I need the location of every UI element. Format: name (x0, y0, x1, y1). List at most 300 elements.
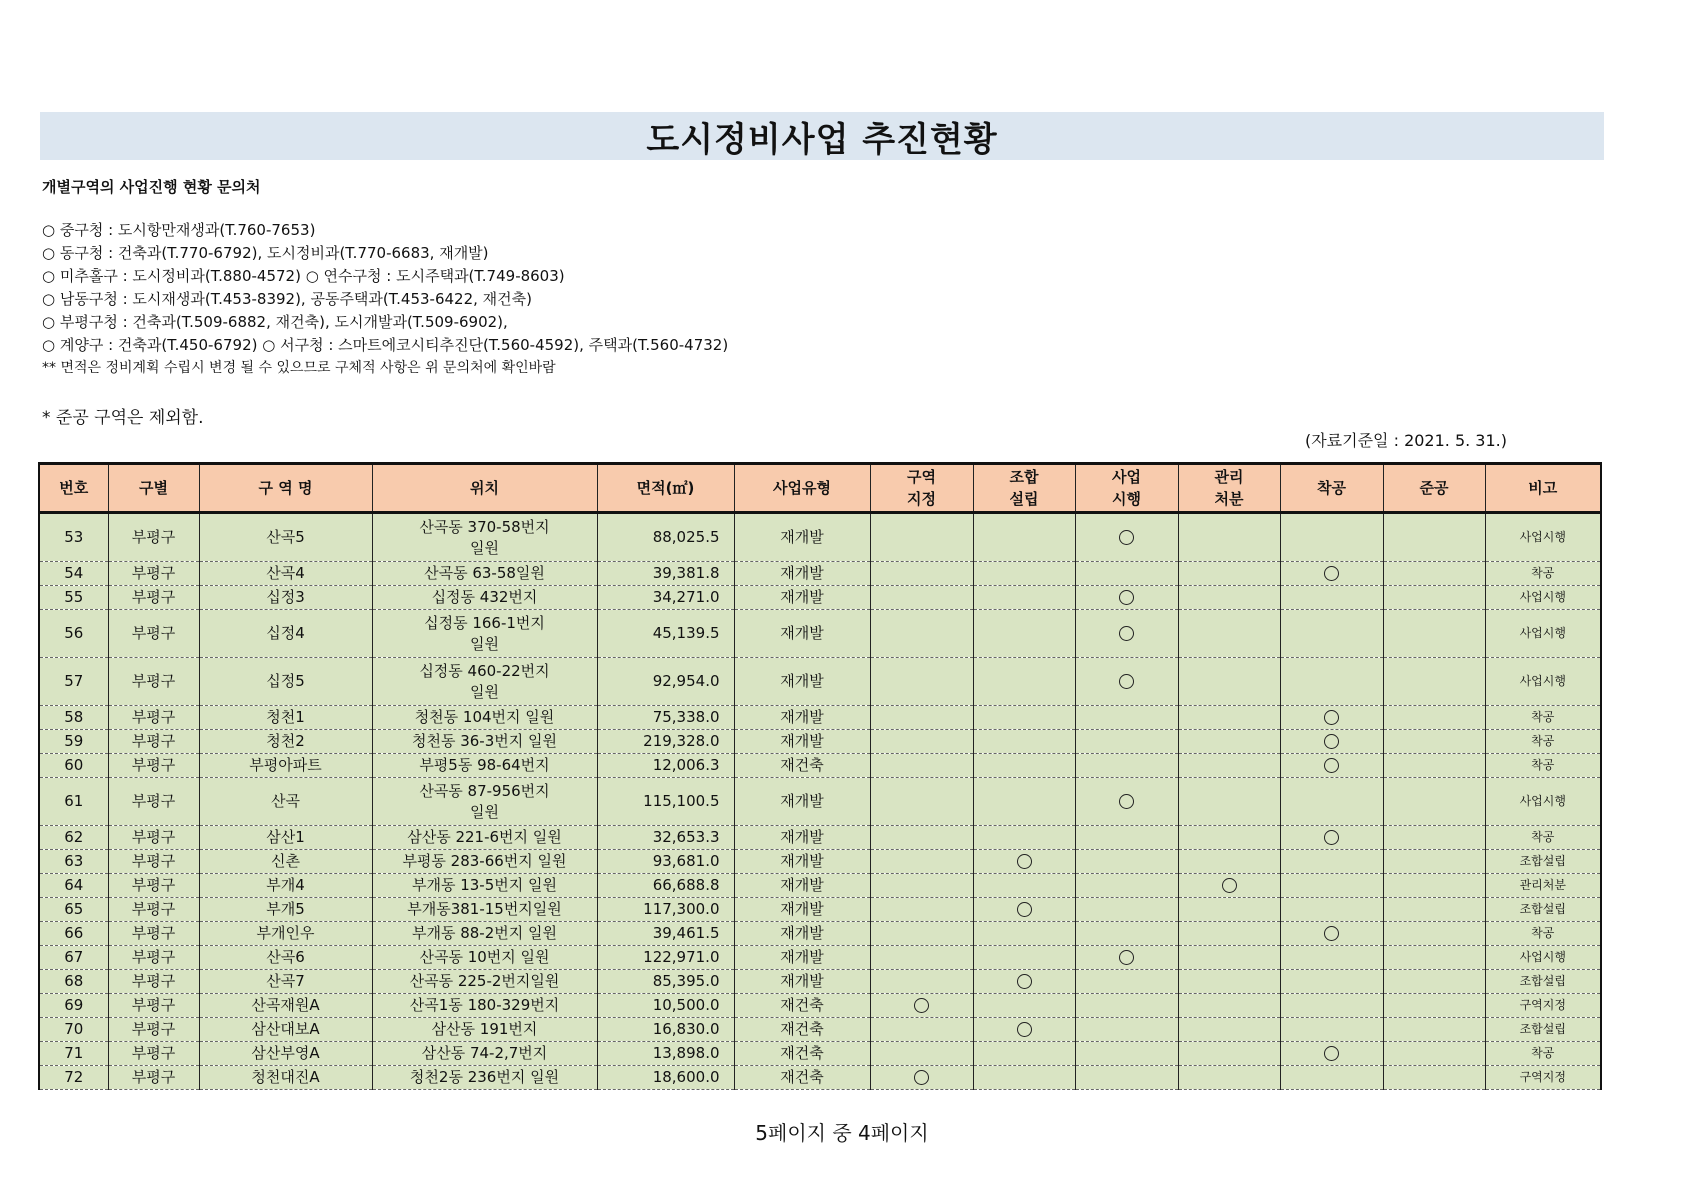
cell-no: 60 (39, 754, 108, 778)
cell-area: 85,395.0 (597, 970, 734, 994)
cell-type: 재건축 (734, 1066, 870, 1090)
table-row (39, 850, 1601, 874)
cell-stage-complete (1383, 754, 1485, 778)
cell-stage-union (973, 850, 1075, 874)
cell-zone: 산곡 (199, 778, 372, 826)
cell-stage-mgmt (1178, 730, 1280, 754)
cell-district: 부평구 (108, 826, 199, 850)
location-line: 삼산동 74-2,7번지 (421, 1044, 548, 1062)
cell-stage-complete (1383, 850, 1485, 874)
cell-stage-exec (1075, 706, 1178, 730)
cell-stage-complete (1383, 586, 1485, 610)
location-line: 십정동 432번지 (431, 588, 538, 606)
cell-stage-designated (870, 922, 973, 946)
cell-stage-designated (870, 658, 973, 706)
cell-district: 부평구 (108, 586, 199, 610)
cell-zone: 청천1 (199, 706, 372, 730)
page-number: 5페이지 중 4페이지 (755, 1121, 929, 1145)
cell-location (372, 1066, 597, 1090)
cell-stage-start (1280, 1018, 1383, 1042)
cell-stage-exec (1075, 850, 1178, 874)
cell-remark: 구역지정 (1485, 1066, 1601, 1090)
cell-no: 54 (39, 562, 108, 586)
cell-remark: 사업시행 (1485, 946, 1601, 970)
stage-circle-icon (1017, 902, 1032, 917)
cell-area: 39,461.5 (597, 922, 734, 946)
header-exec: 사업 시행 (1075, 464, 1178, 513)
location-line: 산곡동 370-58번지 (419, 517, 550, 536)
cell-remark: 착공 (1485, 706, 1601, 730)
cell-stage-start (1280, 730, 1383, 754)
cell-no: 71 (39, 1042, 108, 1066)
cell-stage-designated (870, 874, 973, 898)
cell-stage-union (973, 658, 1075, 706)
project-table (38, 462, 1602, 1090)
stage-circle-icon (1324, 1046, 1339, 1061)
stage-circle-icon (1324, 566, 1339, 581)
header-district: 구별 (108, 464, 199, 513)
cell-no: 70 (39, 1018, 108, 1042)
cell-area: 75,338.0 (597, 706, 734, 730)
cell-location (372, 826, 597, 850)
cell-remark: 사업시행 (1485, 610, 1601, 658)
cell-stage-exec (1075, 562, 1178, 586)
table-header-row (39, 464, 1601, 513)
cell-stage-complete (1383, 1042, 1485, 1066)
cell-no: 55 (39, 586, 108, 610)
cell-district: 부평구 (108, 874, 199, 898)
cell-stage-exec (1075, 874, 1178, 898)
cell-no: 56 (39, 610, 108, 658)
cell-district: 부평구 (108, 562, 199, 586)
stage-circle-icon (1324, 734, 1339, 749)
header-remark: 비고 (1485, 464, 1601, 513)
cell-stage-union (973, 586, 1075, 610)
cell-type: 재개발 (734, 946, 870, 970)
location-line: 산곡1동 180-329번지 (409, 996, 560, 1014)
contact-info (42, 176, 728, 380)
cell-stage-start (1280, 970, 1383, 994)
cell-no: 61 (39, 778, 108, 826)
cell-stage-exec (1075, 826, 1178, 850)
location-line: 일원 (470, 682, 499, 701)
cell-area: 66,688.8 (597, 874, 734, 898)
cell-area: 16,830.0 (597, 1018, 734, 1042)
location-line: 산곡동 225-2번지일원 (409, 972, 560, 990)
cell-stage-union (973, 610, 1075, 658)
cell-stage-exec (1075, 778, 1178, 826)
cell-stage-complete (1383, 970, 1485, 994)
cell-stage-designated (870, 610, 973, 658)
cell-stage-complete (1383, 730, 1485, 754)
cell-stage-exec (1075, 730, 1178, 754)
cell-stage-start (1280, 946, 1383, 970)
cell-district: 부평구 (108, 706, 199, 730)
cell-type: 재개발 (734, 826, 870, 850)
table-row (39, 970, 1601, 994)
table-row (39, 898, 1601, 922)
cell-remark: 조합설립 (1485, 898, 1601, 922)
location-line: 일원 (470, 538, 499, 557)
cell-stage-exec (1075, 898, 1178, 922)
cell-no: 66 (39, 922, 108, 946)
cell-district: 부평구 (108, 850, 199, 874)
cell-stage-union (973, 1066, 1075, 1090)
cell-remark: 조합설립 (1485, 970, 1601, 994)
cell-stage-mgmt (1178, 826, 1280, 850)
location-line: 부평동 283-66번지 일원 (402, 852, 567, 870)
location-line: 부개동 88-2번지 일원 (411, 924, 557, 942)
stage-circle-icon (1222, 878, 1237, 893)
cell-district: 부평구 (108, 513, 199, 562)
cell-no: 53 (39, 513, 108, 562)
cell-no: 69 (39, 994, 108, 1018)
stage-circle-icon (1119, 626, 1134, 641)
cell-stage-designated (870, 850, 973, 874)
cell-stage-start (1280, 1066, 1383, 1090)
cell-stage-union (973, 874, 1075, 898)
header-type: 사업유형 (734, 464, 870, 513)
cell-stage-designated (870, 994, 973, 1018)
cell-stage-union (973, 970, 1075, 994)
cell-stage-mgmt (1178, 562, 1280, 586)
cell-type: 재개발 (734, 922, 870, 946)
header-location: 위치 (372, 464, 597, 513)
cell-zone: 부개4 (199, 874, 372, 898)
cell-no: 62 (39, 826, 108, 850)
cell-location (372, 850, 597, 874)
contact-line: ○ 계양구 : 건축과(T.450-6792) ○ 서구청 : 스마트에코시티추진단(T.560-4592), 주택과(T.560-4732) (42, 336, 729, 354)
cell-district: 부평구 (108, 1066, 199, 1090)
cell-zone: 십정3 (199, 586, 372, 610)
cell-no: 67 (39, 946, 108, 970)
table-row (39, 1066, 1601, 1090)
location-line: 청천동 104번지 일원 (414, 708, 555, 726)
cell-stage-start (1280, 778, 1383, 826)
cell-location (372, 1018, 597, 1042)
cell-zone: 삼산대보A (199, 1018, 372, 1042)
cell-area: 12,006.3 (597, 754, 734, 778)
cell-remark: 사업시행 (1485, 658, 1601, 706)
cell-zone: 신촌 (199, 850, 372, 874)
location-line: 산곡동 87-956번지 (419, 781, 550, 800)
cell-area: 92,954.0 (597, 658, 734, 706)
cell-stage-mgmt (1178, 1042, 1280, 1066)
cell-remark: 조합설립 (1485, 850, 1601, 874)
cell-area: 93,681.0 (597, 850, 734, 874)
cell-stage-exec (1075, 610, 1178, 658)
cell-zone: 산곡재원A (199, 994, 372, 1018)
cell-location (372, 562, 597, 586)
cell-stage-mgmt (1178, 970, 1280, 994)
cell-location (372, 874, 597, 898)
cell-type: 재건축 (734, 1018, 870, 1042)
table-row (39, 1042, 1601, 1066)
cell-stage-designated (870, 754, 973, 778)
cell-district: 부평구 (108, 754, 199, 778)
title-bar (40, 112, 1604, 160)
table-row (39, 778, 1601, 826)
stage-circle-icon (1324, 758, 1339, 773)
cell-remark: 착공 (1485, 754, 1601, 778)
cell-type: 재개발 (734, 970, 870, 994)
cell-type: 재건축 (734, 1042, 870, 1066)
cell-stage-mgmt (1178, 658, 1280, 706)
cell-type: 재개발 (734, 730, 870, 754)
cell-area: 13,898.0 (597, 1042, 734, 1066)
cell-area: 39,381.8 (597, 562, 734, 586)
table-row (39, 946, 1601, 970)
cell-stage-start (1280, 994, 1383, 1018)
cell-type: 재개발 (734, 850, 870, 874)
stage-circle-icon (1119, 794, 1134, 809)
reference-date: (자료기준일 : 2021. 5. 31.) (1304, 431, 1507, 450)
cell-stage-start (1280, 754, 1383, 778)
cell-stage-designated (870, 898, 973, 922)
cell-zone: 산곡6 (199, 946, 372, 970)
cell-type: 재건축 (734, 994, 870, 1018)
stage-circle-icon (1119, 530, 1134, 545)
cell-district: 부평구 (108, 946, 199, 970)
cell-stage-mgmt (1178, 610, 1280, 658)
cell-district: 부평구 (108, 922, 199, 946)
table-row (39, 706, 1601, 730)
cell-stage-mgmt (1178, 1018, 1280, 1042)
cell-type: 재개발 (734, 706, 870, 730)
cell-location (372, 1042, 597, 1066)
cell-stage-exec (1075, 1042, 1178, 1066)
cell-remark: 착공 (1485, 826, 1601, 850)
table-row (39, 610, 1601, 658)
cell-stage-union (973, 1042, 1075, 1066)
cell-stage-start (1280, 562, 1383, 586)
cell-stage-complete (1383, 922, 1485, 946)
location-line: 청천동 36-3번지 일원 (411, 732, 557, 750)
location-line: 산곡동 10번지 일원 (419, 948, 550, 966)
cell-stage-start (1280, 513, 1383, 562)
cell-stage-designated (870, 970, 973, 994)
cell-no: 63 (39, 850, 108, 874)
stage-circle-icon (1017, 974, 1032, 989)
cell-district: 부평구 (108, 994, 199, 1018)
cell-stage-mgmt (1178, 874, 1280, 898)
cell-stage-complete (1383, 898, 1485, 922)
stage-circle-icon (1119, 674, 1134, 689)
stage-circle-icon (1324, 926, 1339, 941)
location-line: 산곡동 63-58일원 (424, 564, 545, 582)
stage-circle-icon (1119, 950, 1134, 965)
cell-zone: 산곡5 (199, 513, 372, 562)
cell-stage-union (973, 1018, 1075, 1042)
cell-stage-start (1280, 850, 1383, 874)
location-line: 일원 (470, 802, 499, 821)
table-row (39, 586, 1601, 610)
cell-district: 부평구 (108, 658, 199, 706)
page-title: 도시정비사업 추진현황 (646, 119, 998, 160)
location-line: 부개동 13-5번지 일원 (411, 876, 557, 894)
header-no: 번호 (39, 464, 108, 513)
cell-stage-complete (1383, 826, 1485, 850)
cell-stage-exec (1075, 922, 1178, 946)
cell-remark: 사업시행 (1485, 513, 1601, 562)
stage-circle-icon (1017, 1022, 1032, 1037)
cell-stage-start (1280, 874, 1383, 898)
cell-stage-exec (1075, 754, 1178, 778)
cell-district: 부평구 (108, 1018, 199, 1042)
cell-remark: 사업시행 (1485, 778, 1601, 826)
cell-area: 34,271.0 (597, 586, 734, 610)
cell-remark: 착공 (1485, 562, 1601, 586)
cell-zone: 부평아파트 (199, 754, 372, 778)
cell-area: 115,100.5 (597, 778, 734, 826)
location-line: 십정동 166-1번지 (424, 613, 545, 632)
cell-stage-mgmt (1178, 778, 1280, 826)
cell-remark: 착공 (1485, 1042, 1601, 1066)
cell-stage-complete (1383, 946, 1485, 970)
header-union: 조합 설립 (973, 464, 1075, 513)
cell-no: 68 (39, 970, 108, 994)
table-row (39, 754, 1601, 778)
table-row (39, 994, 1601, 1018)
cell-stage-exec (1075, 994, 1178, 1018)
cell-remark: 관리처분 (1485, 874, 1601, 898)
stage-circle-icon (1324, 710, 1339, 725)
cell-stage-mgmt (1178, 850, 1280, 874)
location-line: 십정동 460-22번지 (419, 661, 550, 680)
table-row (39, 922, 1601, 946)
cell-zone: 산곡7 (199, 970, 372, 994)
cell-type: 재개발 (734, 778, 870, 826)
cell-district: 부평구 (108, 970, 199, 994)
cell-stage-start (1280, 922, 1383, 946)
cell-zone: 삼산1 (199, 826, 372, 850)
cell-zone: 산곡4 (199, 562, 372, 586)
cell-stage-mgmt (1178, 946, 1280, 970)
stage-circle-icon (914, 1070, 929, 1085)
header-zone: 구 역 명 (199, 464, 372, 513)
cell-location (372, 778, 597, 826)
cell-stage-union (973, 826, 1075, 850)
cell-type: 재개발 (734, 513, 870, 562)
contact-line: ○ 미추홀구 : 도시정비과(T.880-4572) ○ 연수구청 : 도시주택과(T.749-8603) (42, 267, 565, 285)
contact-line: ○ 중구청 : 도시항만재생과(T.760-7653) (42, 221, 316, 239)
cell-stage-exec (1075, 513, 1178, 562)
cell-area: 219,328.0 (597, 730, 734, 754)
location-line: 청천2동 236번지 일원 (409, 1068, 560, 1086)
cell-zone: 삼산부영A (199, 1042, 372, 1066)
table-row (39, 513, 1601, 562)
cell-stage-exec (1075, 586, 1178, 610)
cell-type: 재개발 (734, 874, 870, 898)
cell-stage-start (1280, 610, 1383, 658)
cell-stage-designated (870, 706, 973, 730)
cell-no: 57 (39, 658, 108, 706)
cell-zone: 십정5 (199, 658, 372, 706)
cell-location (372, 946, 597, 970)
cell-stage-designated (870, 1018, 973, 1042)
cell-stage-complete (1383, 874, 1485, 898)
cell-stage-designated (870, 1042, 973, 1066)
contact-line: ○ 남동구청 : 도시재생과(T.453-8392), 공동주택과(T.453-6422, 재건축) (42, 290, 532, 308)
cell-stage-mgmt (1178, 922, 1280, 946)
cell-stage-designated (870, 730, 973, 754)
cell-type: 재개발 (734, 898, 870, 922)
contact-heading: 개별구역의 사업진행 현황 문의처 (42, 178, 261, 196)
cell-stage-complete (1383, 1018, 1485, 1042)
cell-zone: 청천대진A (199, 1066, 372, 1090)
contact-line: ○ 동구청 : 건축과(T.770-6792), 도시정비과(T.770-6683, 재개발) (42, 244, 489, 262)
cell-no: 65 (39, 898, 108, 922)
cell-stage-union (973, 898, 1075, 922)
cell-no: 58 (39, 706, 108, 730)
cell-location (372, 658, 597, 706)
table-row (39, 562, 1601, 586)
cell-location (372, 610, 597, 658)
cell-remark: 착공 (1485, 922, 1601, 946)
location-line: 삼산동 221-6번지 일원 (407, 828, 562, 846)
stage-circle-icon (1324, 830, 1339, 845)
cell-district: 부평구 (108, 730, 199, 754)
cell-stage-union (973, 706, 1075, 730)
location-line: 일원 (470, 634, 499, 653)
header-designated: 구역 지정 (870, 464, 973, 513)
cell-stage-mgmt (1178, 513, 1280, 562)
cell-stage-union (973, 562, 1075, 586)
header-complete: 준공 (1383, 464, 1485, 513)
cell-location (372, 706, 597, 730)
location-line: 삼산동 191번지 (431, 1020, 538, 1038)
table-body (39, 513, 1601, 1090)
cell-stage-complete (1383, 562, 1485, 586)
cell-stage-union (973, 778, 1075, 826)
cell-type: 재개발 (734, 586, 870, 610)
cell-stage-designated (870, 826, 973, 850)
cell-stage-designated (870, 586, 973, 610)
cell-area: 122,971.0 (597, 946, 734, 970)
cell-stage-designated (870, 513, 973, 562)
cell-location (372, 970, 597, 994)
location-line: 부개동381-15번지일원 (407, 900, 562, 918)
cell-type: 재개발 (734, 610, 870, 658)
cell-area: 10,500.0 (597, 994, 734, 1018)
table-row (39, 874, 1601, 898)
cell-location (372, 754, 597, 778)
cell-stage-union (973, 730, 1075, 754)
cell-area: 45,139.5 (597, 610, 734, 658)
cell-no: 72 (39, 1066, 108, 1090)
cell-stage-designated (870, 562, 973, 586)
cell-stage-mgmt (1178, 1066, 1280, 1090)
cell-stage-complete (1383, 706, 1485, 730)
cell-stage-mgmt (1178, 754, 1280, 778)
cell-stage-complete (1383, 610, 1485, 658)
cell-district: 부평구 (108, 1042, 199, 1066)
cell-type: 재개발 (734, 562, 870, 586)
stage-circle-icon (914, 998, 929, 1013)
cell-stage-union (973, 922, 1075, 946)
cell-stage-exec (1075, 1066, 1178, 1090)
contact-line: ○ 부평구청 : 건축과(T.509-6882, 재건축), 도시개발과(T.509-6902), (42, 313, 508, 331)
cell-zone: 십정4 (199, 610, 372, 658)
area-note: ** 면적은 정비계획 수립시 변경 될 수 있으므로 구체적 사항은 위 문의처에 확인바람 (42, 360, 556, 376)
cell-remark: 착공 (1485, 730, 1601, 754)
cell-stage-union (973, 513, 1075, 562)
cell-stage-start (1280, 826, 1383, 850)
cell-stage-complete (1383, 778, 1485, 826)
cell-stage-exec (1075, 946, 1178, 970)
cell-stage-mgmt (1178, 994, 1280, 1018)
location-line: 부평5동 98-64번지 (419, 756, 550, 774)
